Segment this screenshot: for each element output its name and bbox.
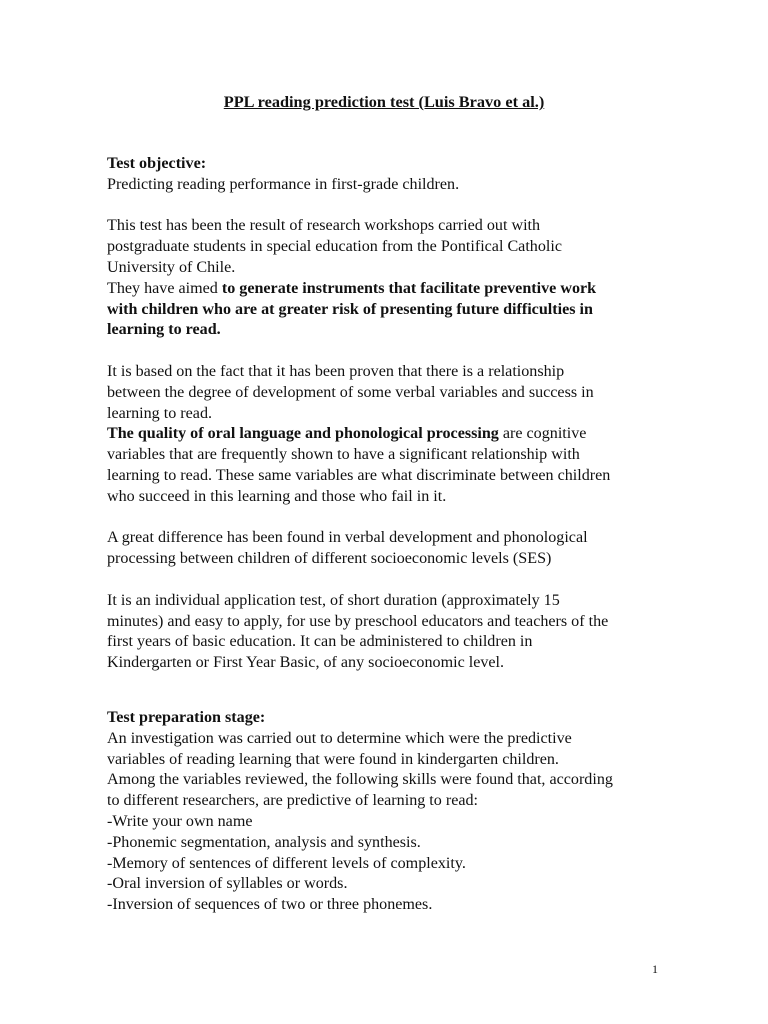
- paragraph-line: Kindergarten or First Year Basic, of any socioeconomic level.: [107, 654, 505, 672]
- objective-text: Predicting reading performance in first-grade children.: [107, 175, 460, 193]
- paragraph-line: learning to read. These same variables are what discriminate between children: [107, 466, 611, 484]
- list-item: -Memory of sentences of different levels of complexity.: [107, 854, 466, 872]
- paragraph-line: variables of reading learning that were found in kindergarten children.: [107, 750, 559, 768]
- quality-bold-text: The quality of oral language and phonological processing: [107, 425, 499, 443]
- aim-bold-line: with children who are at greater risk of presenting future difficulties in: [107, 300, 593, 318]
- workshops-paragraph: [107, 216, 667, 341]
- paragraph-line: A great difference has been found in verbal development and phonological: [107, 529, 588, 547]
- preparation-heading: Test preparation stage:: [107, 708, 266, 726]
- aim-bold-text: to generate instruments that facilitate preventive work: [221, 279, 597, 297]
- paragraph-line: postgraduate students in special education from the Pontifical Catholic: [107, 238, 562, 256]
- paragraph-line: first years of basic education. It can be administered to children in: [107, 633, 533, 651]
- paragraph-line: This test has been the result of research workshops carried out with: [107, 217, 541, 235]
- paragraph-line: University of Chile.: [107, 258, 236, 276]
- paragraph-line: minutes) and easy to apply, for use by preschool educators and teachers of the: [107, 612, 609, 630]
- document-title: PPL reading prediction test (Luis Bravo et al.): [223, 92, 545, 111]
- list-item: -Write your own name: [107, 812, 253, 830]
- list-item: -Phonemic segmentation, analysis and synthesis.: [107, 833, 421, 851]
- list-item: -Oral inversion of syllables or words.: [107, 875, 348, 893]
- preparation-section: [107, 708, 667, 916]
- quality-line: [107, 424, 667, 445]
- objective-section: [107, 154, 667, 196]
- paragraph-line: It is based on the fact that it has been proven that there is a relationship: [107, 362, 565, 380]
- paragraph-line: It is an individual application test, of short duration (approximately 15: [107, 591, 560, 609]
- paragraph-line: Among the variables reviewed, the following skills were found that, according: [107, 771, 613, 789]
- paragraph-line: variables that are frequently shown to have a significant relationship with: [107, 446, 580, 464]
- aim-line: [107, 279, 667, 300]
- page-number: 1: [652, 962, 658, 976]
- paragraph-line: to different researchers, are predictive of learning to read:: [107, 792, 479, 810]
- paragraph-line: between the degree of development of some verbal variables and success in: [107, 383, 594, 401]
- difference-paragraph: [107, 528, 667, 570]
- paragraph-line: learning to read.: [107, 404, 213, 422]
- document-body: [107, 154, 667, 916]
- paragraph-line: An investigation was carried out to determine which were the predictive: [107, 729, 572, 747]
- list-item: -Inversion of sequences of two or three phonemes.: [107, 896, 433, 914]
- paragraph-line: who succeed in this learning and those who fail in it.: [107, 487, 447, 505]
- paragraph-line: processing between children of different socioeconomic levels (SES): [107, 550, 552, 568]
- objective-heading: Test objective:: [107, 155, 207, 172]
- quality-rest-text: are cognitive: [498, 425, 587, 443]
- application-paragraph: [107, 591, 667, 674]
- basis-paragraph: [107, 362, 667, 508]
- aim-bold-line: learning to read.: [107, 321, 221, 339]
- aim-lead-text: They have aimed: [107, 279, 222, 297]
